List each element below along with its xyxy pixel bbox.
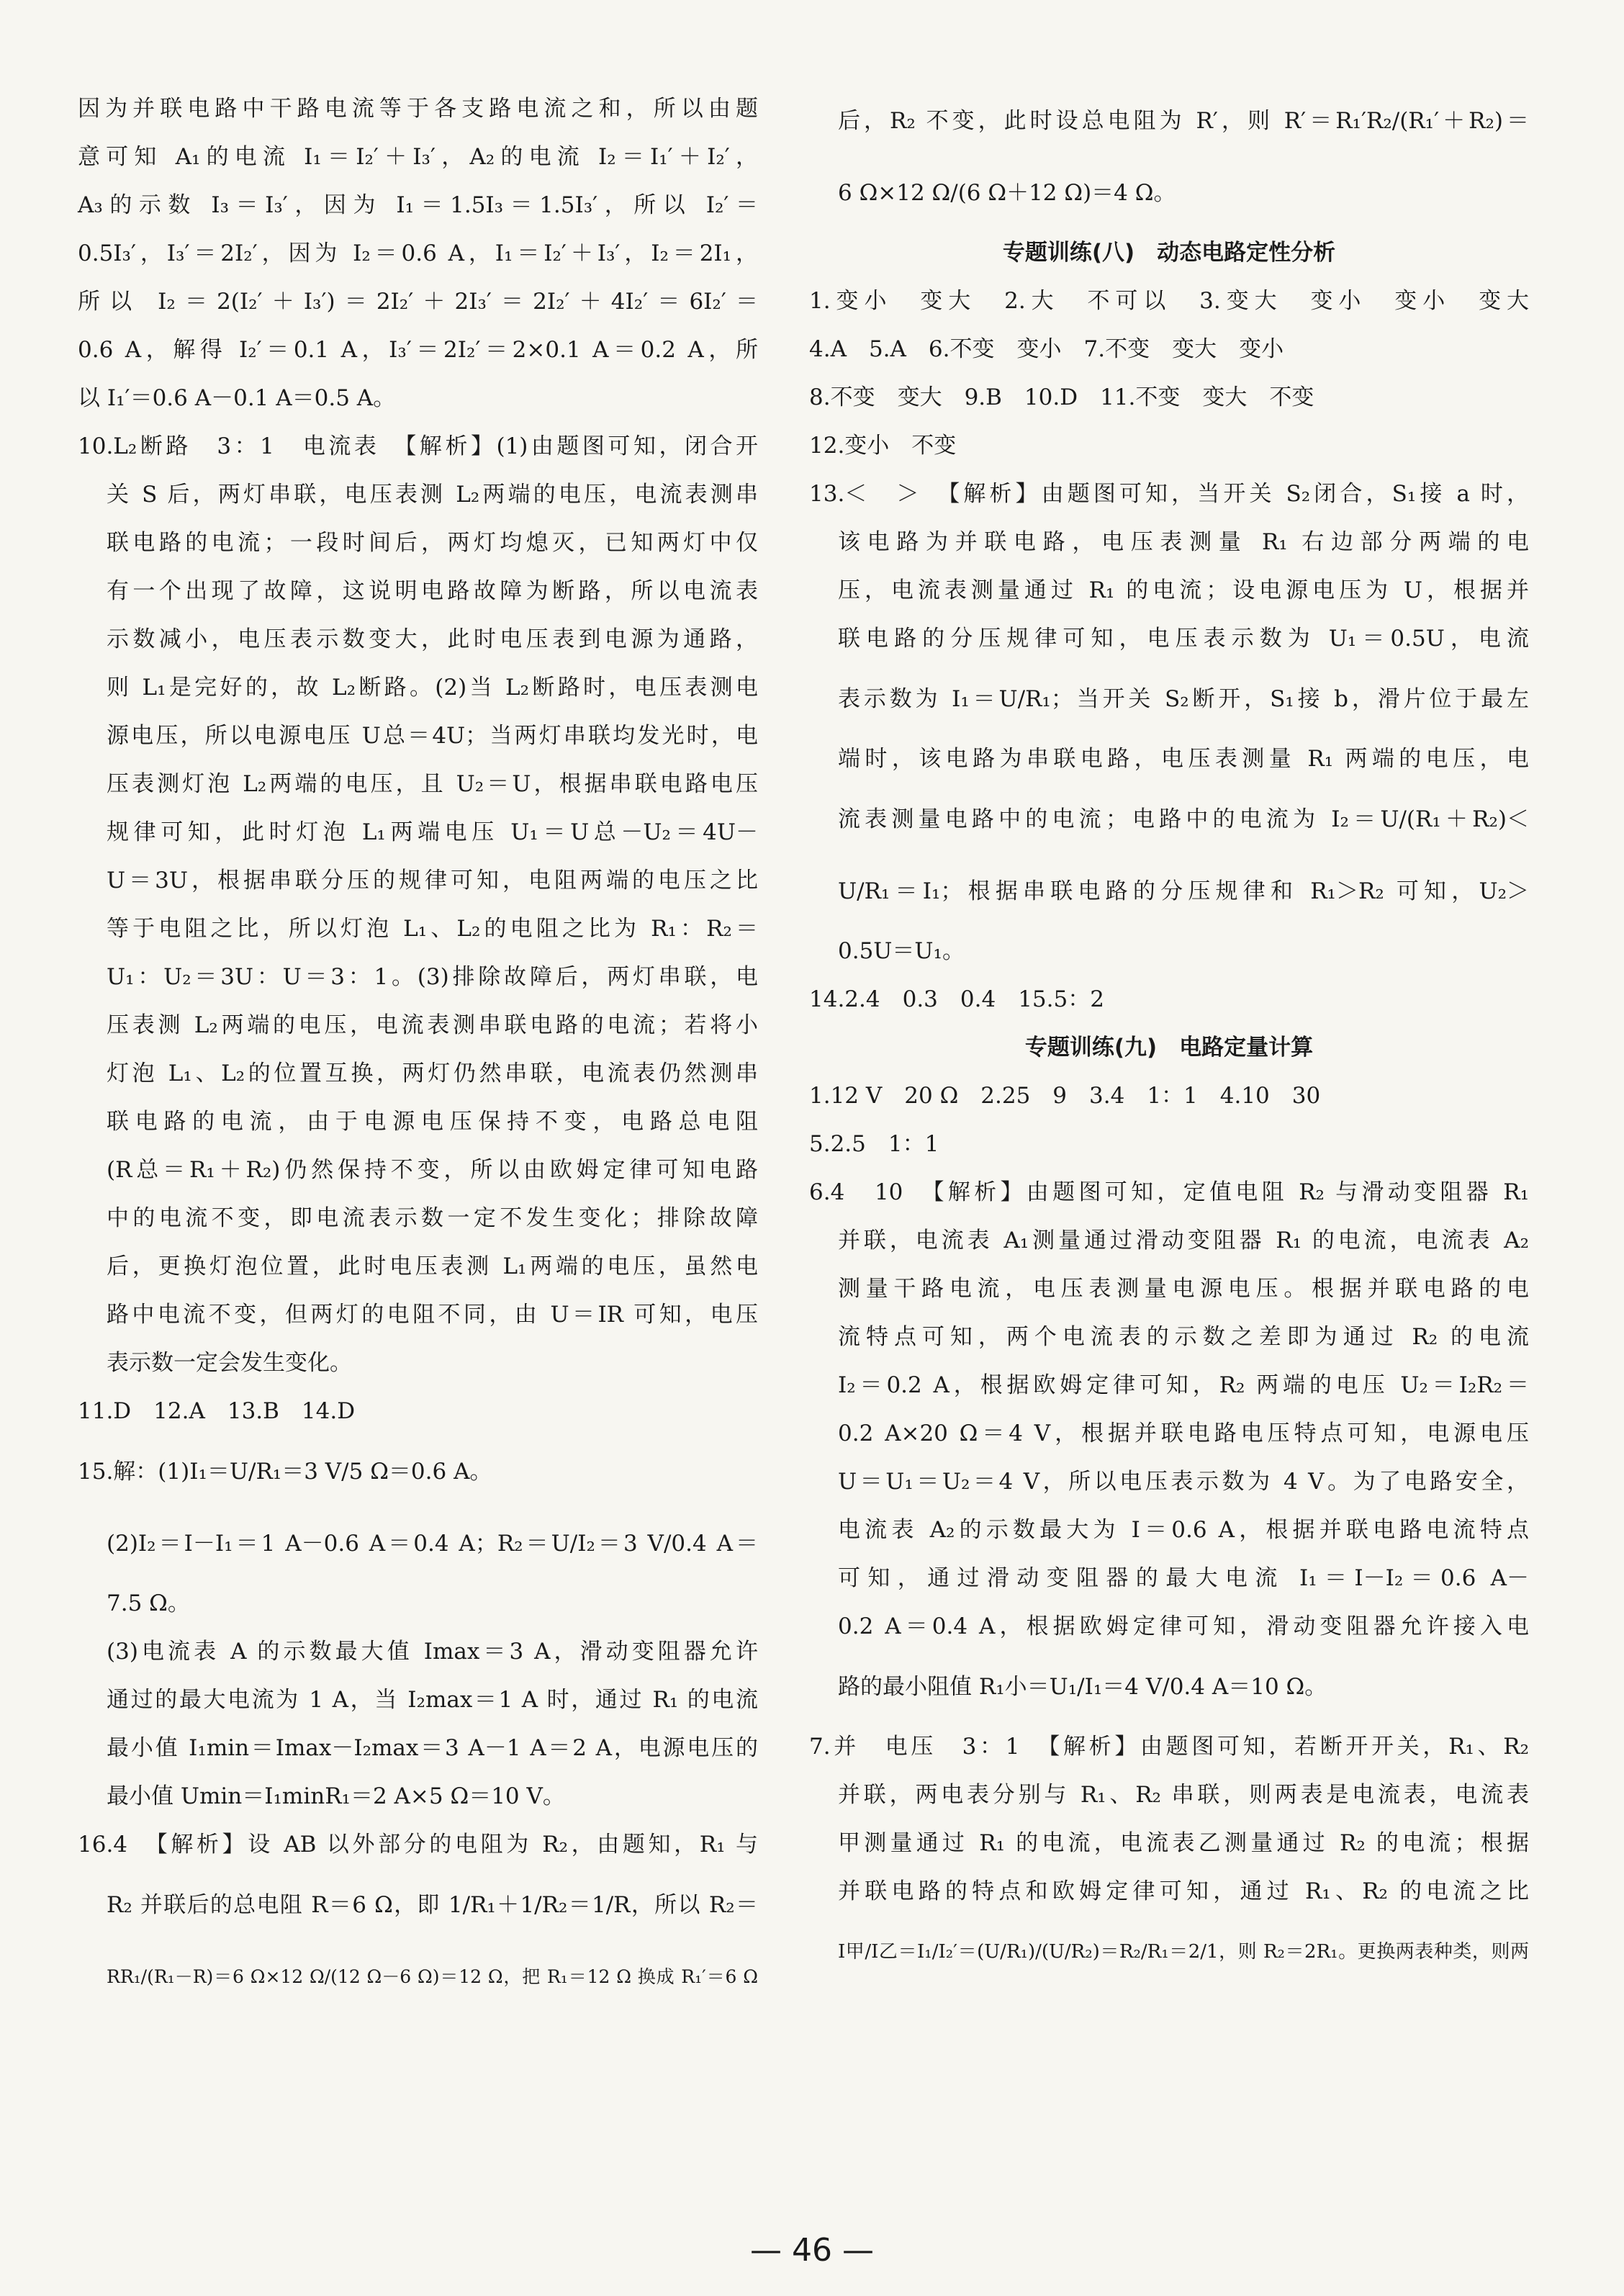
- right-column: [809, 85, 1529, 1988]
- answer-15-part3: (3)电流表 A 的示数最大值 Imax＝3 A，滑动变阻器允许: [107, 1639, 758, 1665]
- text-line: 意可知 A₁的电流 I₁＝I₂′＋I₃′，A₂的电流 I₂＝I₁′＋I₂′，: [78, 144, 758, 170]
- text-line: 等于电阻之比，所以灯泡 L₁、L₂的电阻之比为 R₁：R₂＝: [107, 916, 758, 942]
- text-line: 端时，该电路为串联电路，电压表测量 R₁ 两端的电压，电: [838, 746, 1529, 772]
- text-line: U＝3U，根据串联分压的规律可知，电阻两端的电压之比: [107, 868, 758, 893]
- text-line: RR₁/(R₁－R)＝6 Ω×12 Ω/(12 Ω－6 Ω)＝12 Ω，把 R₁＝12 Ω 换成 R₁′＝6 Ω: [107, 1966, 758, 1987]
- text-line: 示数减小，电压表示数变大，此时电压表到电源为通路，: [107, 626, 758, 652]
- text-line: 联电路的电流，由于电源电压保持不变，电路总电阻: [107, 1109, 758, 1135]
- text-line: 甲测量通过 R₁ 的电流，电流表乙测量通过 R₂ 的电流；根据: [838, 1830, 1529, 1856]
- text-line: 0.5U＝U₁。: [838, 938, 965, 964]
- answer-6: 6.4 10 【解析】由题图可知，定值电阻 R₂ 与滑动变阻器 R₁: [809, 1179, 1529, 1205]
- text-line: 0.2 A＝0.4 A，根据欧姆定律可知，滑动变阻器允许接入电: [838, 1613, 1529, 1639]
- text-line: 表示数为 I₁＝U/R₁；当开关 S₂断开，S₁接 b，滑片位于最左: [838, 686, 1529, 712]
- text-line: 最小值 I₁min＝Imax－I₂max＝3 A－1 A＝2 A，电源电压的: [107, 1735, 758, 1761]
- text-line: 4.A 5.A 6.不变 变小 7.不变 变大 变小: [809, 336, 1284, 362]
- text-line: 表示数一定会发生变化。: [107, 1350, 352, 1376]
- text-line: 该电路为并联电路，电压表测量 R₁ 右边部分两端的电: [838, 529, 1529, 555]
- text-line: 电流表 A₂的示数最大为 I＝0.6 A，根据并联电路电流特点: [838, 1517, 1529, 1543]
- text-line: U/R₁＝I₁；根据串联电路的分压规律和 R₁＞R₂ 可知，U₂＞: [838, 878, 1529, 904]
- answers-14-15: 14.2.4 0.3 0.4 15.5：2: [809, 986, 1104, 1012]
- text-line: 压表测 L₂两端的电压，电流表测串联电路的电流；若将小: [107, 1012, 758, 1038]
- answers-1-4: 1.12 V 20 Ω 2.25 9 3.4 1：1 4.10 30: [809, 1083, 1321, 1109]
- text-line: 1.变小 变大 2.大 不可以 3.变大 变小 变小 变大: [809, 288, 1529, 314]
- answer-16: 16.4 【解析】设 AB 以外部分的电阻为 R₂，由题知，R₁ 与: [78, 1832, 758, 1858]
- answer-7: 7.并 电压 3：1 【解析】由题图可知，若断开开关，R₁、R₂: [809, 1734, 1529, 1760]
- text-line: 可知，通过滑动变阻器的最大电流 I₁＝I－I₂＝0.6 A－: [838, 1565, 1529, 1591]
- answer-5: 5.2.5 1：1: [809, 1131, 939, 1157]
- text-line: 有一个出现了故障，这说明电路故障为断路，所以电流表: [107, 578, 758, 604]
- text-line: 路的最小阻值 R₁小＝U₁/I₁＝4 V/0.4 A＝10 Ω。: [838, 1674, 1327, 1700]
- text-line: 流特点可知，两个电流表的示数之差即为通过 R₂ 的电流: [838, 1324, 1529, 1350]
- answer-15-part1: 15.解：(1)I₁＝U/R₁＝3 V/5 Ω＝0.6 A。: [78, 1459, 492, 1485]
- text-line: 6 Ω×12 Ω/(6 Ω＋12 Ω)＝4 Ω。: [838, 180, 1176, 206]
- text-line: 0.5I₃′，I₃′＝2I₂′，因为 I₂＝0.6 A，I₁＝I₂′＋I₃′，I₂＝2I₁，: [78, 240, 758, 266]
- text-line: 压表测灯泡 L₂两端的电压，且 U₂＝U，根据串联电路电压: [107, 771, 758, 797]
- text-line: 规律可知，此时灯泡 L₁两端电压 U₁＝U总－U₂＝4U－: [107, 819, 758, 845]
- text-line: I甲/I乙＝I₁/I₂′＝(U/R₁)/(U/R₂)＝R₂/R₁＝2/1，则 R₂＝2R₁。更换两表种类，则两: [838, 1941, 1529, 1963]
- text-line: 后，R₂ 不变，此时设总电阻为 R′，则 R′＝R₁′R₂/(R₁′＋R₂)＝: [838, 108, 1529, 134]
- text-line: 8.不变 变大 9.B 10.D 11.不变 变大 不变: [809, 384, 1314, 410]
- text-line: 后，更换灯泡位置，此时电压表测 L₁两端的电压，虽然电: [107, 1253, 758, 1279]
- text-line: 12.变小 不变: [809, 433, 957, 459]
- answer-10: 10.L₂断路 3：1 电流表 【解析】(1)由题图可知，闭合开: [78, 433, 758, 459]
- text-line: 灯泡 L₁、L₂的位置互换，两灯仍然串联，电流表仍然测串: [107, 1061, 758, 1086]
- answer-15-part2: (2)I₂＝I－I₁＝1 A－0.6 A＝0.4 A；R₂＝U/I₂＝3 V/0.4 A＝: [107, 1531, 758, 1557]
- text-line: 0.2 A×20 Ω＝4 V，根据并联电路电压特点可知，电源电压: [838, 1421, 1529, 1446]
- text-line: 联电路的电流；一段时间后，两灯均熄灭，已知两灯中仅: [107, 530, 758, 556]
- text-line: A₃的示数 I₃＝I₃′，因为 I₁＝1.5I₃＝1.5I₃′，所以 I₂′＝: [78, 192, 758, 218]
- text-line: 并联电路的特点和欧姆定律可知，通过 R₁、R₂ 的电流之比: [838, 1878, 1529, 1904]
- text-line: 中的电流不变，即电流表示数一定不发生变化；排除故障: [107, 1205, 758, 1231]
- text-line: 联电路的分压规律可知，电压表示数为 U₁＝0.5U，电流: [838, 626, 1529, 652]
- text-line: U₁：U₂＝3U：U＝3：1。(3)排除故障后，两灯串联，电: [107, 964, 758, 990]
- text-line: 因为并联电路中干路电流等于各支路电流之和，所以由题: [78, 96, 758, 122]
- text-line: 最小值 Umin＝I₁minR₁＝2 A×5 Ω＝10 V。: [107, 1783, 565, 1809]
- text-line: 路中电流不变，但两灯的电阻不同，由 U＝IR 可知，电压: [107, 1302, 758, 1328]
- text-line: 源电压，所以电源电压 U总＝4U；当两灯串联均发光时，电: [107, 723, 758, 749]
- text-line: 则 L₁是完好的，故 L₂断路。(2)当 L₂断路时，电压表测电: [107, 675, 758, 701]
- text-line: 流表测量电路中的电流；电路中的电流为 I₂＝U/(R₁＋R₂)＜: [838, 806, 1529, 832]
- text-line: 并联，两电表分别与 R₁、R₂ 串联，则两表是电流表，电流表: [838, 1782, 1529, 1808]
- text-line: 7.5 Ω。: [107, 1590, 190, 1616]
- answer-13: 13.＜ ＞ 【解析】由题图可知，当开关 S₂闭合，S₁接 a 时，: [809, 481, 1529, 507]
- text-line: (R总＝R₁＋R₂)仍然保持不变，所以由欧姆定律可知电路: [107, 1157, 758, 1183]
- answers-11-14: 11.D 12.A 13.B 14.D: [78, 1398, 356, 1424]
- text-line: 所以 I₂＝2(I₂′＋I₃′)＝2I₂′＋2I₃′＝2I₂′＋4I₂′＝6I₂′＝: [78, 289, 758, 315]
- text-line: 以 I₁′＝0.6 A－0.1 A＝0.5 A。: [78, 385, 396, 411]
- section-heading-8: 专题训练(八) 动态电路定性分析: [1002, 240, 1336, 266]
- text-line: I₂＝0.2 A，根据欧姆定律可知，R₂ 两端的电压 U₂＝I₂R₂＝: [838, 1372, 1529, 1398]
- text-line: 通过的最大电流为 1 A，当 I₂max＝1 A 时，通过 R₁ 的电流: [107, 1687, 758, 1713]
- text-line: 并联，电流表 A₁测量通过滑动变阻器 R₁ 的电流，电流表 A₂: [838, 1228, 1529, 1253]
- text-line: R₂ 并联后的总电阻 R＝6 Ω，即 1/R₁＋1/R₂＝1/R，所以 R₂＝: [107, 1892, 758, 1918]
- text-line: U＝U₁＝U₂＝4 V，所以电压表示数为 4 V。为了电路安全，: [838, 1469, 1529, 1495]
- page-number: — 46 —: [750, 2232, 874, 2269]
- left-column: [78, 85, 758, 2013]
- text-line: 关 S 后，两灯串联，电压表测 L₂两端的电压，电流表测串: [107, 482, 758, 508]
- text-line: 测量干路电流，电压表测量电源电压。根据并联电路的电: [838, 1276, 1529, 1302]
- text-line: 0.6 A，解得 I₂′＝0.1 A，I₃′＝2I₂′＝2×0.1 A＝0.2 A，所: [78, 337, 758, 363]
- text-line: 压，电流表测量通过 R₁ 的电流；设电源电压为 U，根据并: [838, 577, 1529, 603]
- section-heading-9: 专题训练(九) 电路定量计算: [1024, 1035, 1314, 1061]
